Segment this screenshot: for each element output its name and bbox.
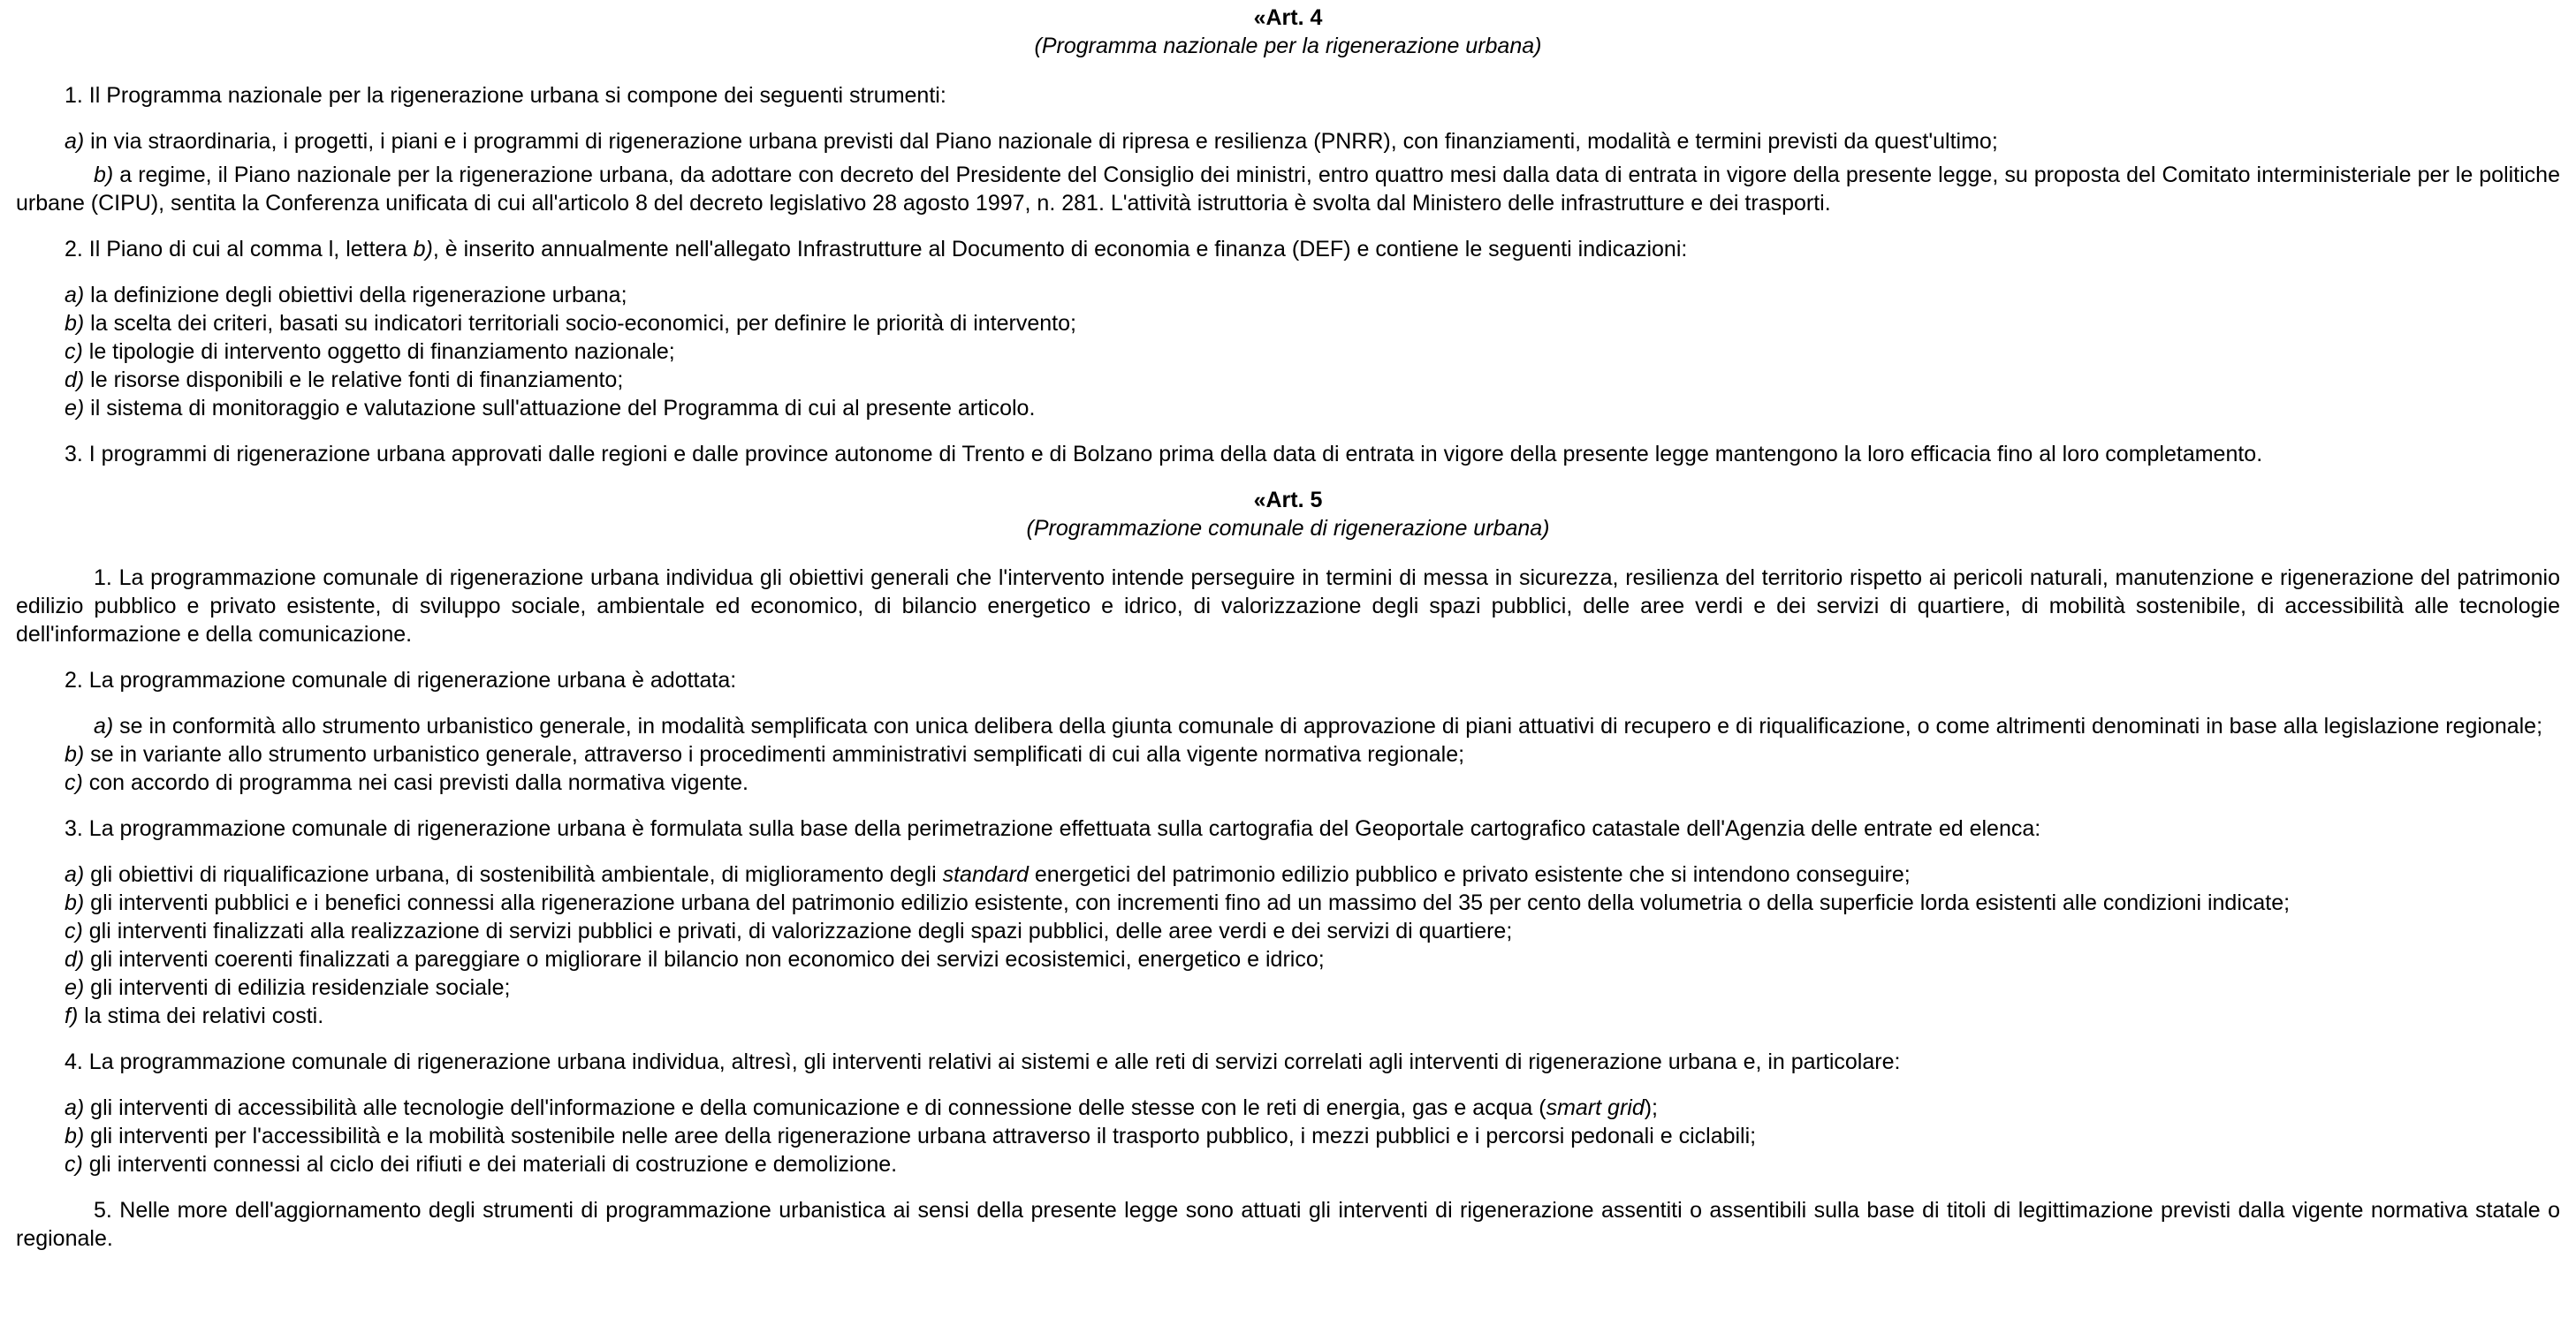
art4-p2-text-b: la scelta dei criteri, basati su indicatori territoriali socio-economici, per definire le priorità di intervento; <box>84 311 1076 336</box>
art5-p2-text-a: se in conformità allo strumento urbanistico generale, in modalità semplificata con unica delibera della giunta comunale di approvazione di piani attuativi di recupero e di riqualificazione, o come altrimenti denominati in base alla legislazione regionale; <box>113 714 2543 739</box>
art4-list-label-b: b) <box>94 163 114 187</box>
art5-p2-label-c: c) <box>65 770 83 795</box>
art4-p2-text-a: la definizione degli obiettivi della rigenerazione urbana; <box>84 283 627 307</box>
art5-p4-label-b: b) <box>65 1124 85 1148</box>
art5-paragraph-2a <box>16 712 2560 740</box>
art4-p2-text-d: le risorse disponibili e le relative fonti di finanziamento; <box>84 367 624 392</box>
art4-p2-label-e: e) <box>65 396 85 421</box>
art5-p3-text-c: gli interventi finalizzati alla realizzazione di servizi pubblici e privati, di valorizzazione degli spazi pubblici, delle aree verdi e dei servizi di quartiere; <box>82 919 1513 943</box>
art4-p2-label-a: a) <box>65 283 85 307</box>
art5-p3-label-e: e) <box>65 975 85 1000</box>
art5-p3-standard-term: standard <box>942 862 1029 887</box>
art4-paragraph-2-post: , è inserito annualmente nell'allegato Infrastrutture al Documento di economia e finanza (DEF) e contiene le seguenti indicazioni: <box>432 237 1688 261</box>
art5-p4-label-a: a) <box>65 1095 85 1120</box>
art4-paragraph-2-ref: b) <box>413 237 433 261</box>
art4-paragraph-1a <box>16 127 2560 155</box>
art5-paragraph-3d <box>16 945 2560 974</box>
art5-p3-text-a1: gli obiettivi di riqualificazione urbana, di sostenibilità ambientale, di miglioramento degli <box>84 862 943 887</box>
article-5-heading: «Art. 5 <box>1253 488 1323 512</box>
art5-paragraph-3e <box>16 974 2560 1002</box>
art5-p4-text-c: gli interventi connessi al ciclo dei rifiuti e dei materiali di costruzione e demolizione. <box>82 1152 898 1177</box>
art4-paragraph-2-pre: 2. Il Piano di cui al comma l, lettera <box>65 237 414 261</box>
art5-p2-text-b: se in variante allo strumento urbanistico generale, attraverso i procedimenti amministrativi semplificati di cui alla vigente normativa regionale; <box>84 742 1465 767</box>
art4-list-label-a: a) <box>65 129 85 154</box>
article-5-section <box>16 486 2560 1253</box>
art5-paragraph-2c <box>16 769 2560 797</box>
art4-p2-label-d: d) <box>65 367 85 392</box>
art5-p2-label-a: a) <box>94 714 114 739</box>
art5-p4-smart-grid-term: smart grid <box>1546 1095 1645 1120</box>
art5-paragraph-4c <box>16 1150 2560 1178</box>
art5-p3-text-f: la stima dei relativi costi. <box>78 1004 324 1028</box>
art5-p4-label-c: c) <box>65 1152 83 1177</box>
art5-paragraph-3b <box>16 889 2560 917</box>
art4-list-text-a: in via straordinaria, i progetti, i piani e i programmi di rigenerazione urbana previsti dal Piano nazionale di ripresa e resilienza (PNRR), con finanziamenti, modalità e termini previsti da quest'ultimo; <box>84 129 1998 154</box>
art4-paragraph-1: 1. Il Programma nazionale per la rigenerazione urbana si compone dei seguenti strumenti: <box>65 83 946 108</box>
art5-paragraph-4: 4. La programmazione comunale di rigenerazione urbana individua, altresì, gli interventi relativi ai sistemi e alle reti di servizi correlati agli interventi di rigenerazione urbana e, in particolare: <box>65 1049 1901 1074</box>
art5-p3-label-f: f) <box>65 1004 79 1028</box>
art5-p3-label-d: d) <box>65 947 85 972</box>
article-4-section <box>16 4 2560 468</box>
art4-paragraph-2b <box>16 309 2560 337</box>
art4-list-text-b: a regime, il Piano nazionale per la rigenerazione urbana, da adottare con decreto del Presidente del Consiglio dei ministri, entro quattro mesi dalla data di entrata in vigore della presente legge, su proposta del Comitato interministeriale per le politiche urbane (CIPU), sentita la Conferenza unificata di cui all'articolo 8 del decreto legislativo 28 agosto 1997, n. 281. L'attività istruttoria è svolta dal Ministero delle infrastrutture e dei trasporti. <box>16 163 2560 216</box>
art5-p3-text-e: gli interventi di edilizia residenziale sociale; <box>84 975 511 1000</box>
art4-p2-label-b: b) <box>65 311 85 336</box>
art5-p3-text-b: gli interventi pubblici e i benefici connessi alla rigenerazione urbana del patrimonio edilizio esistente, con incrementi fino ad un massimo del 35 per cento della volumetria o della superficie lorda esistenti alle condizioni indicate; <box>84 890 2291 915</box>
art4-paragraph-1b <box>16 161 2560 217</box>
art5-paragraph-5: 5. Nelle more dell'aggiornamento degli strumenti di programmazione urbanistica ai sensi della presente legge sono attuati gli interventi di rigenerazione assentiti o assentibili sulla base di titoli di legittimazione previsti dalla vigente normativa statale o regionale. <box>16 1198 2560 1251</box>
art4-p2-label-c: c) <box>65 339 83 364</box>
article-4-subheading: (Programma nazionale per la rigenerazione urbana) <box>1034 34 1542 58</box>
art5-p2-label-b: b) <box>65 742 85 767</box>
art5-p3-text-a2: energetici del patrimonio edilizio pubblico e privato esistente che si intendono conseguire; <box>1028 862 1911 887</box>
article-5-subheading: (Programmazione comunale di rigenerazione urbana) <box>1026 516 1550 541</box>
art5-paragraph-3f <box>16 1002 2560 1030</box>
art5-p3-label-a: a) <box>65 862 85 887</box>
art5-p4-text-a1: gli interventi di accessibilità alle tecnologie dell'informazione e della comunicazione e di connessione delle stesse con le reti di energia, gas e acqua ( <box>84 1095 1546 1120</box>
art5-paragraph-4b <box>16 1122 2560 1150</box>
art5-paragraph-3c <box>16 917 2560 945</box>
art5-p4-text-b: gli interventi per l'accessibilità e la mobilità sostenibile nelle aree della rigenerazione urbana attraverso il trasporto pubblico, i mezzi pubblici e i percorsi pedonali e ciclabili; <box>84 1124 1757 1148</box>
art5-p2-text-c: con accordo di programma nei casi previsti dalla normativa vigente. <box>82 770 748 795</box>
art5-p3-label-b: b) <box>65 890 85 915</box>
article-4-heading: «Art. 4 <box>1253 5 1323 30</box>
art4-paragraph-3: 3. I programmi di rigenerazione urbana approvati dalle regioni e dalle province autonome di Trento e di Bolzano prima della data di entrata in vigore della presente legge mantengono la loro efficacia fino al loro completamento. <box>65 442 2263 466</box>
art4-paragraph-2a <box>16 281 2560 309</box>
art5-paragraph-3: 3. La programmazione comunale di rigenerazione urbana è formulata sulla base della perimetrazione effettuata sulla cartografia del Geoportale cartografico catastale dell'Agenzia delle entrate ed elenca: <box>65 816 2041 841</box>
art5-paragraph-3a <box>16 860 2560 889</box>
art5-p3-text-d: gli interventi coerenti finalizzati a pareggiare o migliorare il bilancio non economico dei servizi ecosistemici, energetico e idrico; <box>84 947 1325 972</box>
art5-paragraph-1: 1. La programmazione comunale di rigenerazione urbana individua gli obiettivi generali che l'intervento intende perseguire in termini di messa in sicurezza, resilienza del territorio rispetto ai pericoli naturali, manutenzione e rigenerazione del patrimonio edilizio pubblico e privato esistente, di sviluppo sociale, ambientale ed economico, di bilancio energetico e idrico, di valorizzazione degli spazi pubblici, delle aree verdi e dei servizi di quartiere, di mobilità sostenibile, di accessibilità alle tecnologie dell'informazione e della comunicazione. <box>16 565 2560 647</box>
art5-p3-label-c: c) <box>65 919 83 943</box>
art5-paragraph-4a <box>16 1094 2560 1122</box>
art4-paragraph-2d <box>16 366 2560 394</box>
art4-paragraph-2e <box>16 394 2560 422</box>
art5-paragraph-2b <box>16 740 2560 769</box>
art4-paragraph-2 <box>16 235 2560 263</box>
art4-p2-text-e: il sistema di monitoraggio e valutazione sull'attuazione del Programma di cui al presente articolo. <box>84 396 1036 421</box>
art4-paragraph-2c <box>16 337 2560 366</box>
art4-p2-text-c: le tipologie di intervento oggetto di finanziamento nazionale; <box>82 339 675 364</box>
art5-p4-text-a2: ); <box>1644 1095 1659 1120</box>
art5-paragraph-2: 2. La programmazione comunale di rigenerazione urbana è adottata: <box>65 668 737 693</box>
